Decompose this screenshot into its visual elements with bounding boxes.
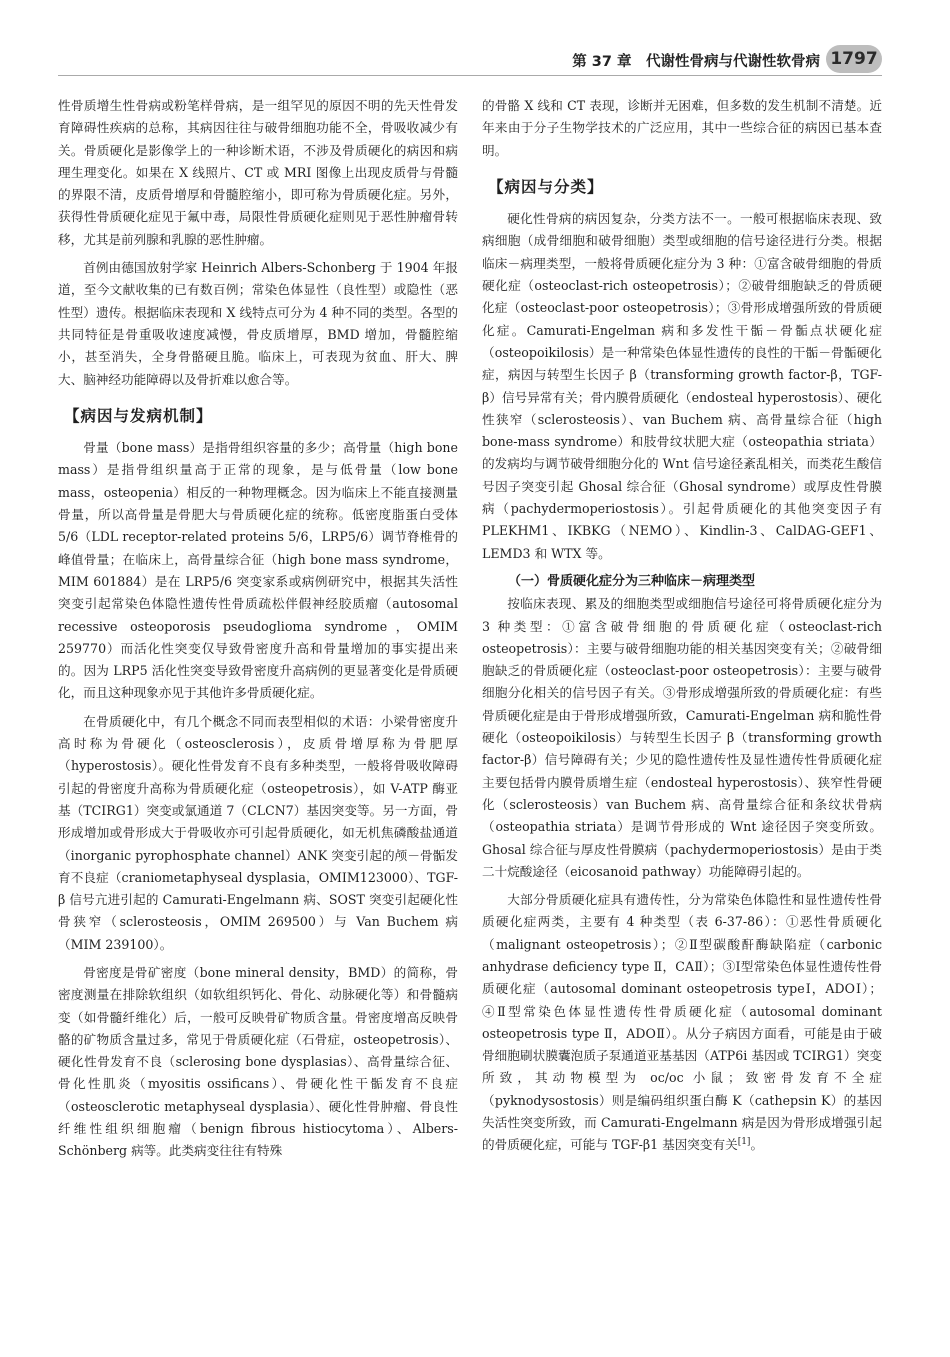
left-column bbox=[58, 95, 458, 1169]
paragraph-with-citation bbox=[482, 889, 882, 1157]
citation-ref[interactable]: [1] bbox=[737, 1137, 751, 1148]
subsection-heading: （一）骨质硬化症分为三种临床－病理类型 bbox=[508, 573, 756, 589]
chapter-title: 第 37 章 代谢性骨病与代谢性软骨病 bbox=[572, 54, 820, 70]
paragraph-end: 。 bbox=[750, 1137, 764, 1153]
section-heading-classification: 【病因与分类】 bbox=[488, 177, 604, 196]
paragraph: 在骨质硬化中，有几个概念不同而表型相似的术语：小梁骨密度升高时称为骨硬化（osteosclerosis），皮质骨增厚称为骨肥厚（hyperostosis）。硬化性骨发育不良有多种类型，一般将骨吸收障碍引起的骨密度升高称为骨质硬化症（osteopetrosis），如 V-ATP 酶亚基（TCIRG1）突变或氯通道 7（CLCN7）基因突变等。另一方面，骨形成增加或骨形成大于骨吸收亦可引起骨质硬化，如无机焦磷酸盐通道（inorganic pyrophosphate channel）ANK 突变引起的颅－骨骺发育不良症（craniometaphyseal dysplasia，OMIM123000）、TGF-β 信号亢进引起的 Camurati-Engelmann 病、SOST 突变引起硬化性骨狭窄（sclerosteosis，OMIM 269500）与 Van Buchem 病（MIM 239100）。 bbox=[58, 713, 458, 952]
paragraph: 的骨骼 X 线和 CT 表现，诊断并无困难，但多数的发生机制不清楚。近年来由于分子生物学技术的广泛应用，其中一些综合征的病因已基本查明。 bbox=[482, 98, 882, 158]
header-rule bbox=[58, 75, 882, 76]
paragraph: 性骨质增生性骨病或粉笔样骨病，是一组罕见的原因不明的先天性骨发育障碍性疾病的总称，其病因往往与破骨细胞功能不全，骨吸收减少有关。骨质硬化是影像学上的一种诊断术语，不涉及骨质硬化的病因和病理生理变化。如果在 X 线照片、CT 或 MRI 图像上出现皮质骨与骨髓的界限不清，皮质骨增厚和骨髓腔缩小，即可称为骨质硬化症。另外，获得性骨质硬化症见于氟中毒，局限性骨质硬化症则见于恶性肿瘤骨转移，尤其是前列腺和乳腺的恶性肿瘤。 bbox=[58, 98, 458, 247]
paragraph: 按临床表现、累及的细胞类型或细胞信号途径可将骨质硬化症分为 3 种类型：①富含破骨细胞的骨质硬化症（osteoclast-rich osteopetrosis）：主要与破骨细胞功能的相关基因突变有关；②破骨细胞缺乏的骨质硬化症（osteoclast-poor osteopetrosis）：主要与破骨细胞分化相关的信号因子有关。③骨形成增强所致的骨质硬化症：有些骨质硬化症是由于骨形成增强所致，Camurati-Engelman 病和脆性骨硬化（osteopoikilosis）与转型生长因子 β（transforming growth factor-β）信号障碍有关；少见的隐性遗传性及显性遗传性骨质硬化症主要包括骨内膜骨质增生症（endosteal hyperostosis）、狭窄性骨硬化（sclerosteosis）van Buchem 病、高骨量综合征和条纹状骨病（osteopathia striata）是调节骨形成的 Wnt 途径因子突变所致。Ghosal 综合征与厚皮性骨膜病（pachydermoperiostosis）是由于类二十烷酸途径（eicosanoid pathway）功能障碍引起的。 bbox=[482, 596, 882, 879]
right-column bbox=[482, 95, 882, 1163]
paragraph: 骨量（bone mass）是指骨组织容量的多少；高骨量（high bone mass）是指骨组织量高于正常的现象，是与低骨量（low bone mass，osteopenia）相反的一种物理概念。因为临床上不能直接测量骨量，所以高骨量是骨肥大与骨质硬化症的统称。低密度脂蛋白受体 5/6（LDL receptor-related proteins 5/6，LRP5/6）调节脊椎骨的峰值骨量；在临床上，高骨量综合征（high bone mass syndrome，MIM 601884）是在 LRP5/6 突变家系或病例研究中，根据其失活性突变引起常染色体隐性遗传性骨质疏松伴假神经胶质瘤（autosomal recessive osteoporosis pseudoglioma syndrome，OMIM 259770）而活化性突变仅导致骨密度升高和骨量增加的事实提出来的。因为 LRP5 活化性突变导致骨密度升高病例的更显著变化是骨质硬化，而且这种现象亦见于其他许多骨质硬化症。 bbox=[58, 440, 458, 701]
running-header bbox=[0, 44, 950, 84]
paragraph-text: 大部分骨质硬化症具有遗传性，分为常染色体隐性和显性遗传性骨质硬化症两类，主要有 4 种类型（表 6-37-86）：①恶性骨质硬化（malignant osteopetrosis）；②Ⅱ型碳酸酐酶缺陷症（carbonic anhydrase deficiency type Ⅱ，CAⅡ）；③Ⅰ型常染色体显性遗传性骨质硬化症（autosomal dominant osteopetrosis typeⅠ，ADOⅠ）；④Ⅱ型常染色体显性遗传性骨质硬化症（autosomal dominant osteopetrosis type Ⅱ，ADOⅡ）。从分子病因方面看，可能是由于破骨细胞刷状膜囊泡质子泵通道亚基基因（ATP6i 基因或 TCIRG1）突变所致，其动物模型为 oc/oc 小鼠；致密骨发育不全症（pyknodysostosis）则是编码组织蛋白酶 K（cathepsin K）的基因失活性突变所致，而 Camurati-Engelmann 病是因为骨形成增强引起的骨质硬化症，可能与 TGF-β1 基因突变有关 bbox=[482, 892, 882, 1153]
page-number-badge: 1797 bbox=[826, 45, 882, 73]
paragraph: 首例由德国放射学家 Heinrich Albers-Schonberg 于 1904 年报道，至今文献收集的已有数百例；常染色体显性（良性型）或隐性（恶性型）遗传。根据临床表现和 X 线特点可分为 4 种不同的类型。各型的共同特征是骨重吸收速度减慢，骨皮质增厚，BMD 增加，骨髓腔缩小，甚至消失，全身骨骼硬且脆。临床上，可表现为贫血、肝大、脾大、脑神经功能障碍以及骨折难以愈合等。 bbox=[58, 260, 458, 387]
paragraph: 骨密度是骨矿密度（bone mineral density，BMD）的简称，骨密度测量在排除软组织（如软组织钙化、骨化、动脉硬化等）和骨髓病变（如骨髓纤维化）后，一般可反映骨矿物质含量。骨密度增高反映骨骼的矿物质含量过多，常见于骨质硬化症（石骨症，osteopetrosis）、硬化性骨发育不良（sclerosing bone dysplasias）、高骨量综合征、骨化性肌炎（myositis ossificans）、骨硬化性干骺发育不良症（osteosclerotic metaphyseal dysplasia）、硬化性骨肿瘤、骨良性纤维性组织细胞瘤（benign fibrous histiocytoma）、Albers-Schönberg 病等。此类病变往往有特殊 bbox=[58, 964, 458, 1159]
paragraph: 硬化性骨病的病因复杂，分类方法不一。一般可根据临床表现、致病细胞（成骨细胞和破骨细胞）类型或细胞的信号途径进行分类。根据临床－病理类型，一般将骨质硬化症分为 3 种：①富含破骨细胞的骨质硬化症（osteoclast-rich osteopetrosis）；②破骨细胞缺乏的骨质硬化症（osteoclast-poor osteopetrosis）；③骨形成增强所致的骨质硬化症。Camurati-Engelman 病和多发性干骺－骨骺点状硬化症（osteopoikilosis）是一种常染色体显性遗传的良性的干骺－骨骺硬化症，病因与转型生长因子 β（transforming growth factor-β，TGF-β）信号异常有关；骨内膜骨质硬化（endosteal hyperostosis）、硬化性狭窄（sclerosteosis）、van Buchem 病、高骨量综合征（high bone-mass syndrome）和肢骨纹状肥大症（osteopathia striata）的发病均与调节破骨细胞分化的 Wnt 信号途径紊乱相关，而类花生酸信号因子突变引起 Ghosal 综合征（Ghosal syndrome）或厚皮性骨膜病（pachydermoperiostosis）。引起骨质硬化的其他突变因子有 PLEKHM1、IKBKG（NEMO）、Kindlin-3、CalDAG-GEF1、LEMD3 和 WTX 等。 bbox=[482, 211, 882, 561]
section-heading-etiology: 【病因与发病机制】 bbox=[64, 406, 213, 425]
